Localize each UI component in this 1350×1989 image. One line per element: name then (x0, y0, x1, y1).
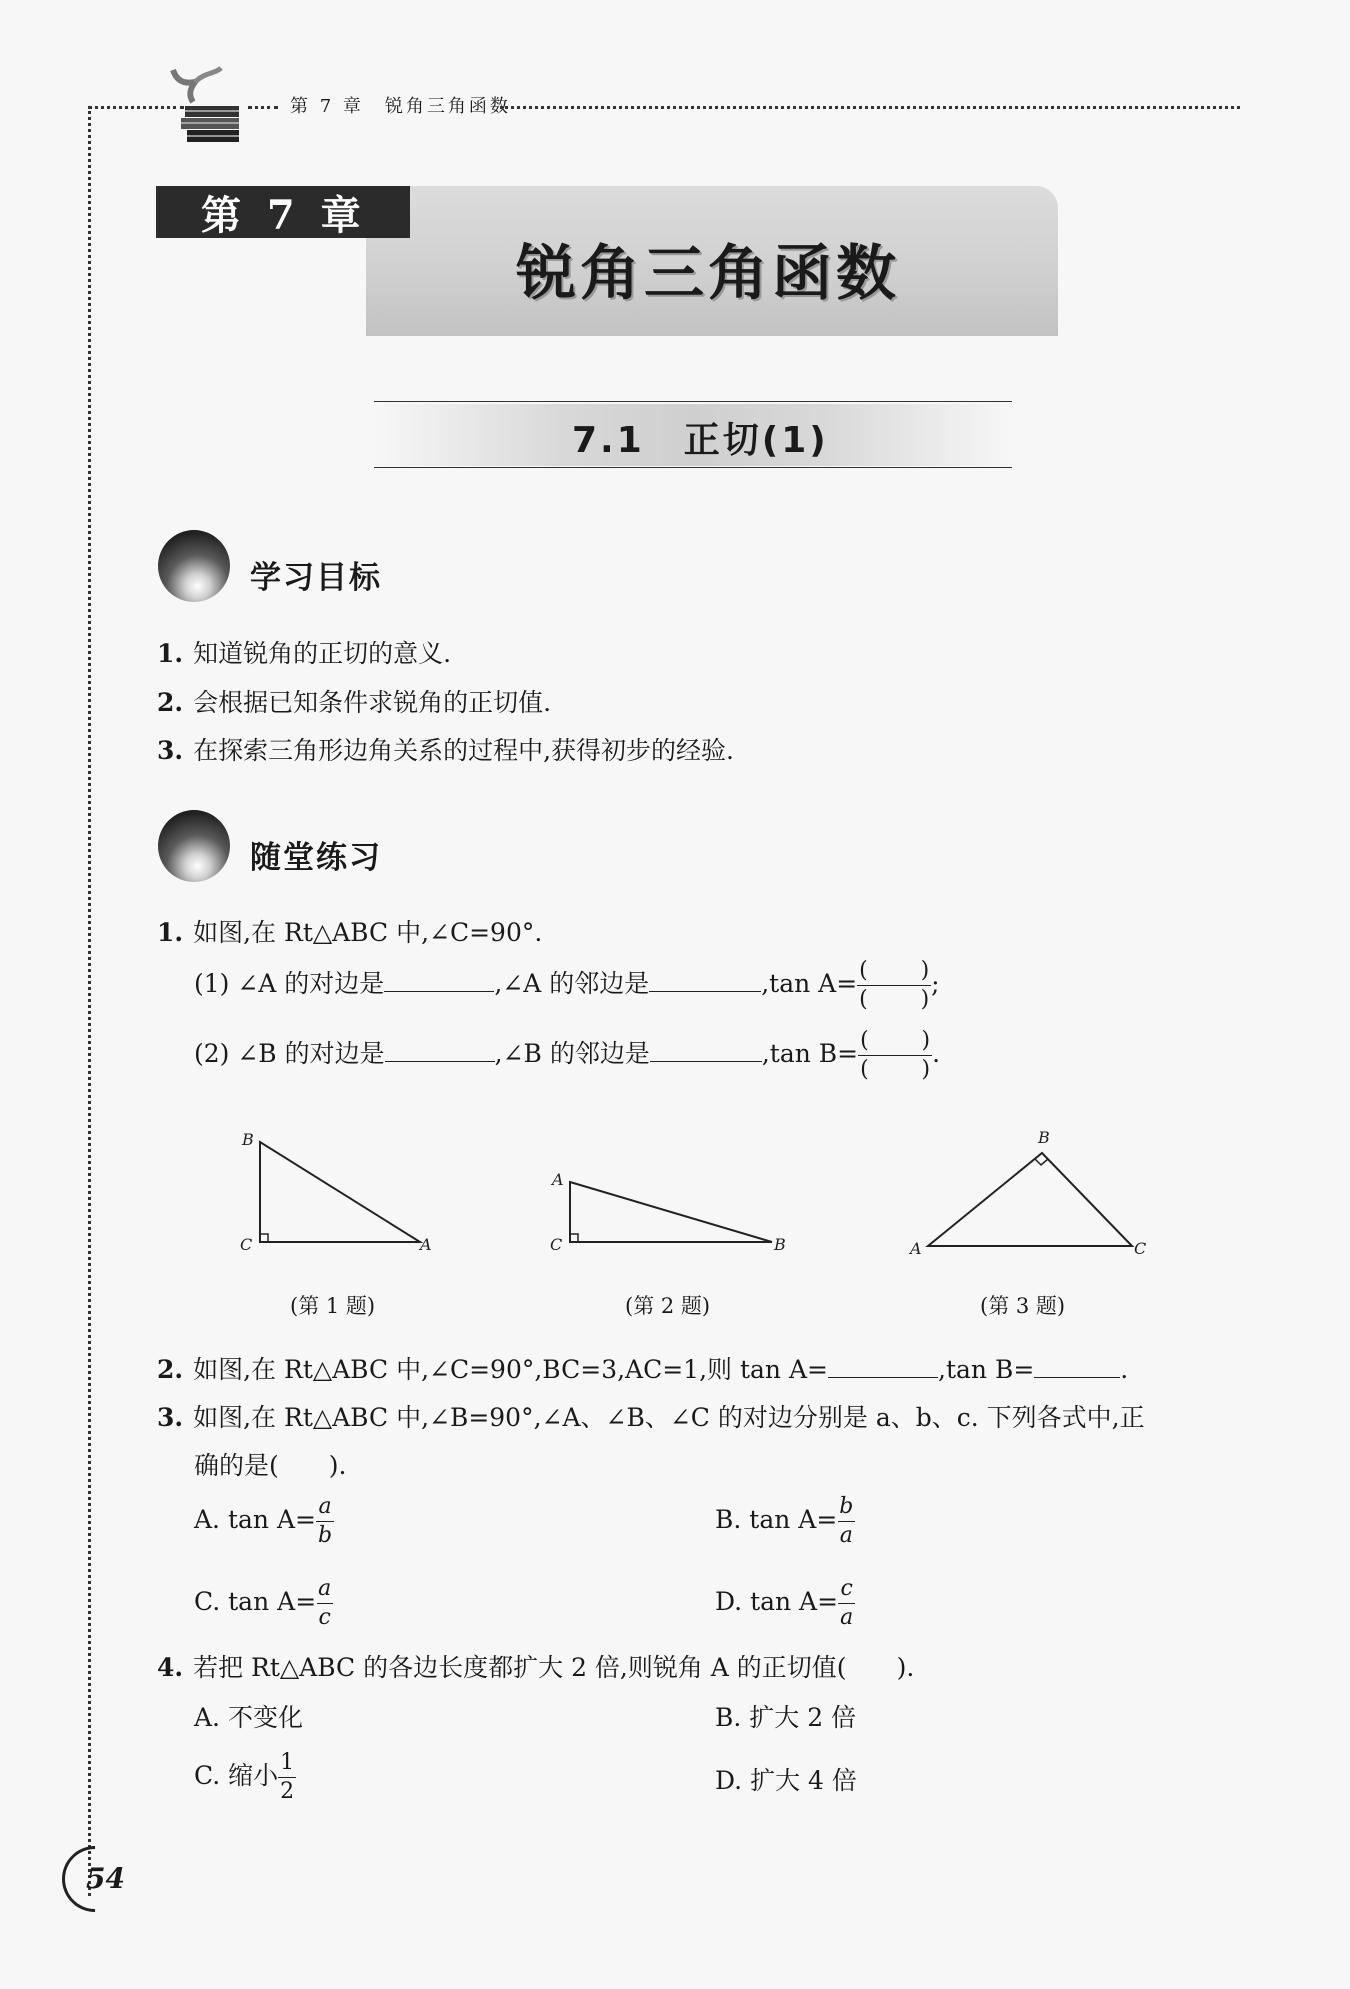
figure-2-triangle (540, 1160, 800, 1260)
part-text: (2) ∠B 的对边是 (194, 1039, 385, 1068)
vertex-label: B (242, 1130, 254, 1149)
goal-item (157, 683, 551, 719)
question-number: 2. (157, 1355, 184, 1384)
question-text: ,tan B= (938, 1355, 1035, 1384)
answer-blank[interactable] (828, 1352, 938, 1378)
goal-item (157, 634, 451, 670)
numerator: a (318, 1494, 332, 1519)
question-text: . (1120, 1355, 1129, 1384)
option-label: C. (194, 1587, 221, 1616)
figure-3-triangle (900, 1125, 1160, 1280)
option-text: 不变化 (227, 1703, 303, 1732)
goal-text: 知道锐角的正切的意义. (193, 639, 452, 668)
chapter-tag (156, 186, 410, 238)
part-text: ,∠A 的邻边是 (494, 969, 650, 998)
option-fraction (278, 1752, 296, 1803)
question-2 (157, 1350, 1128, 1386)
chapter-tag-label: 第 7 章 (201, 191, 367, 239)
vertex-label: C (550, 1235, 563, 1254)
option-text: 扩大 4 倍 (750, 1766, 857, 1795)
figure-1-caption: (第 1 题) (290, 1294, 376, 1318)
paren: ) (921, 1057, 931, 1082)
option-fraction (838, 1578, 855, 1629)
option-a[interactable] (194, 1496, 334, 1547)
answer-blank[interactable] (650, 1036, 762, 1062)
question-number: 1. (157, 918, 184, 947)
vertex-label: A (420, 1235, 432, 1254)
globe-icon (158, 810, 230, 882)
numerator: a (318, 1576, 332, 1601)
answer-fraction[interactable] (858, 1030, 932, 1081)
practice-heading: 随堂练习 (250, 840, 382, 876)
goal-item (157, 731, 734, 767)
question-1-part-1 (194, 960, 940, 1011)
goal-number: 2. (157, 688, 184, 717)
vertex-label: C (240, 1235, 253, 1254)
paren: ) (921, 1028, 931, 1053)
answer-fraction[interactable] (857, 960, 931, 1011)
answer-blank[interactable] (1034, 1352, 1120, 1378)
goal-text: 会根据已知条件求锐角的正切值. (193, 688, 552, 717)
question-3-line-1 (157, 1398, 1145, 1434)
vertex-label: A (910, 1239, 922, 1258)
section-title: 7.1 正切(1) (572, 420, 829, 461)
paren: ) (920, 958, 930, 983)
goals-heading: 学习目标 (250, 560, 382, 596)
numerator: 1 (280, 1750, 295, 1775)
option-label: B. (715, 1505, 742, 1534)
question-text: 如图,在 Rt△ABC 中,∠B=90°,∠A、∠B、∠C 的对边分别是 a、b、c. 下列各式中,正 (193, 1403, 1145, 1432)
books-icon (155, 62, 245, 147)
figure-1-triangle (230, 1125, 440, 1275)
section-rule-top (374, 401, 1012, 402)
vertex-label: C (1134, 1239, 1147, 1258)
option-c[interactable] (194, 1578, 333, 1629)
part-text: ,∠B 的邻边是 (494, 1039, 650, 1068)
vertex-label: A (552, 1170, 564, 1189)
running-title: 第 7 章 锐角三角函数 (290, 96, 511, 117)
numerator: b (839, 1494, 854, 1519)
denominator: a (840, 1605, 854, 1630)
globe-icon (158, 530, 230, 602)
denominator: 2 (280, 1779, 295, 1804)
question-number: 3. (157, 1403, 184, 1432)
question-1-part-2 (194, 1030, 940, 1081)
denominator: a (839, 1523, 853, 1548)
question-1-stem (157, 913, 542, 949)
question-text: 若把 Rt△ABC 的各边长度都扩大 2 倍,则锐角 A 的正切值( ). (193, 1653, 915, 1682)
option-b[interactable] (715, 1698, 856, 1734)
option-text: tan A= (228, 1587, 317, 1616)
option-text: 扩大 2 倍 (749, 1703, 857, 1732)
question-text: 如图,在 Rt△ABC 中,∠C=90°,BC=3,AC=1,则 tan A= (193, 1355, 828, 1384)
goal-number: 3. (157, 736, 184, 765)
option-text: tan A= (227, 1505, 316, 1534)
denominator: b (317, 1523, 333, 1548)
paren: ( (860, 1057, 869, 1082)
option-b[interactable] (715, 1496, 855, 1547)
paren: ) (920, 987, 930, 1012)
option-a[interactable] (194, 1698, 303, 1734)
option-text: tan A= (750, 1587, 839, 1616)
paren: ( (860, 1028, 869, 1053)
part-text: (1) ∠A 的对边是 (194, 969, 385, 998)
goal-text: 在探索三角形边角关系的过程中,获得初步的经验. (193, 736, 735, 765)
option-label: A. (194, 1703, 221, 1732)
answer-blank[interactable] (384, 966, 494, 992)
option-fraction (316, 1578, 333, 1629)
margin-dotted-line (88, 106, 91, 1896)
option-label: C. (194, 1761, 221, 1790)
option-label: A. (194, 1505, 221, 1534)
chapter-title-panel (366, 186, 1058, 336)
header-dotted-right (500, 106, 1240, 109)
option-fraction (316, 1496, 334, 1547)
denominator: c (318, 1605, 331, 1630)
question-4 (157, 1648, 914, 1684)
vertex-label: B (1038, 1128, 1050, 1147)
part-text: . (932, 1039, 941, 1068)
option-fraction (837, 1496, 855, 1547)
option-d[interactable] (715, 1761, 857, 1797)
figure-2-caption: (第 2 题) (625, 1294, 711, 1318)
part-text: ; (931, 969, 940, 998)
chapter-title: 锐角三角函数 (516, 239, 900, 309)
answer-blank[interactable] (385, 1036, 495, 1062)
part-text: ,tan B= (761, 1039, 859, 1068)
paren: ( (859, 958, 868, 983)
option-text: 缩小 (228, 1761, 279, 1790)
goal-number: 1. (157, 639, 184, 668)
option-label: D. (715, 1587, 743, 1616)
question-number: 4. (157, 1653, 184, 1682)
question-text: 如图,在 Rt△ABC 中,∠C=90°. (193, 918, 543, 947)
answer-blank[interactable] (649, 966, 761, 992)
option-label: D. (715, 1766, 743, 1795)
option-text: tan A= (749, 1505, 838, 1534)
option-label: B. (715, 1703, 742, 1732)
paren: ( (859, 987, 868, 1012)
figure-3-caption: (第 3 题) (980, 1294, 1066, 1318)
part-text: ,tan A= (761, 969, 858, 998)
question-3-line-2: 确的是( ). (194, 1451, 347, 1480)
option-c[interactable] (194, 1752, 296, 1803)
numerator: c (840, 1576, 853, 1601)
option-d[interactable] (715, 1578, 855, 1629)
page-number: 54 (86, 1862, 125, 1895)
section-rule-bottom (374, 467, 1012, 468)
vertex-label: B (774, 1235, 786, 1254)
header-dotted-mid (248, 106, 278, 109)
